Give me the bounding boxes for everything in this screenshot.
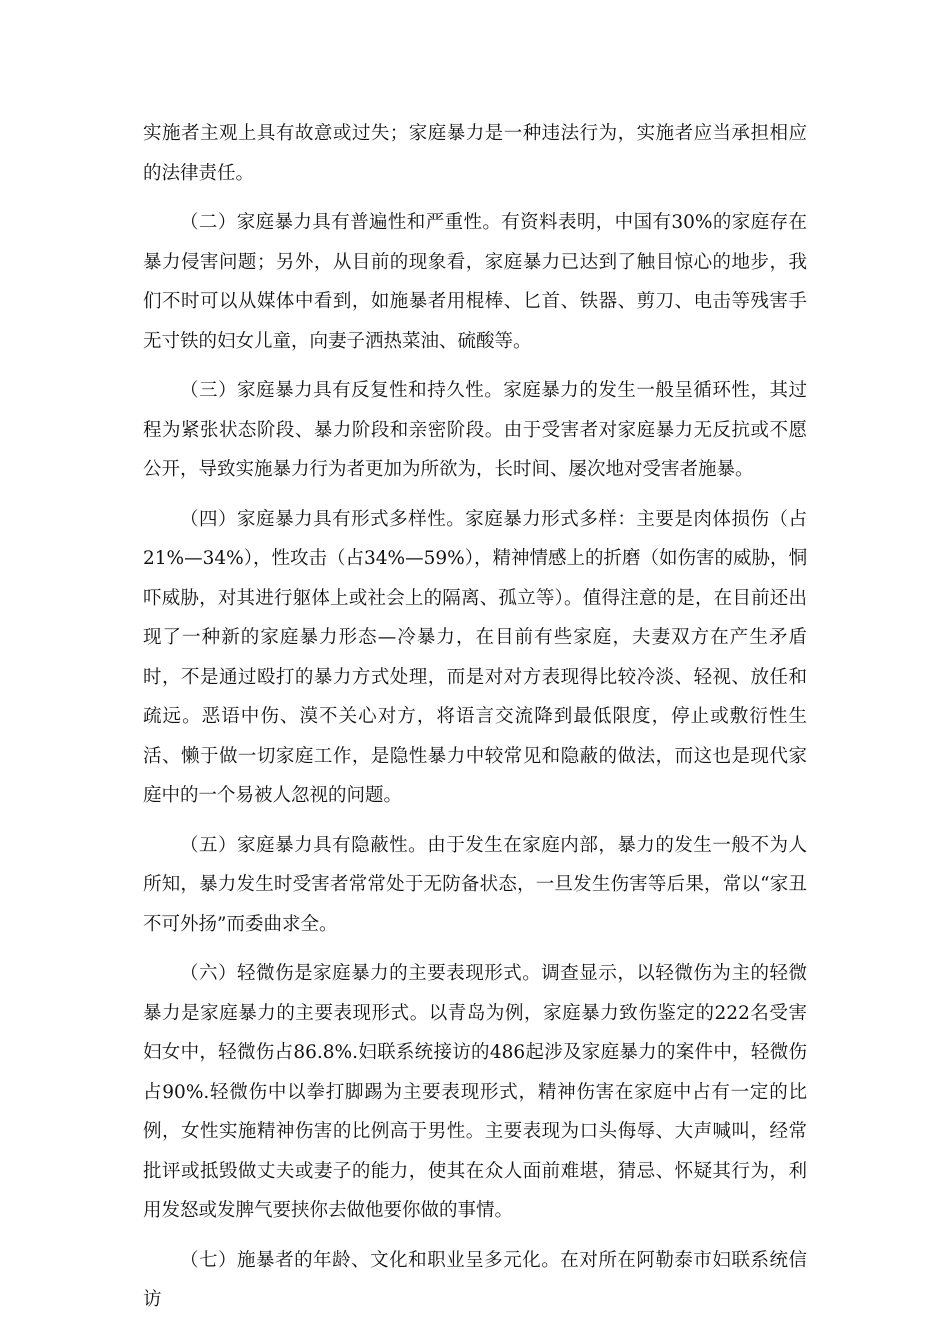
paragraph-7: （七）施暴者的年龄、文化和职业呈多元化。在对所在阿勒泰市妇联系统信访 xyxy=(143,1249,807,1310)
document-page xyxy=(143,114,807,1330)
paragraph-3: （三）家庭暴力具有反复性和持久性。家庭暴力的发生一般呈循环性，其过程为紧张状态阶段、暴力阶段和亲密阶段。由于受害者对家庭暴力无反抗或不愿公开，导致实施暴力行为者更加为所欲为，长时间、屡次地对受害者施暴。 xyxy=(143,380,807,480)
paragraph-2: （二）家庭暴力具有普遍性和严重性。有资料表明，中国有30%的家庭存在暴力侵害问题；另外，从目前的现象看，家庭暴力已达到了触目惊心的地步，我们不时可以从媒体中看到，如施暴者用棍棒、匕首、铁器、剪刀、电击等残害手无寸铁的妇女儿童，向妻子洒热菜油、硫酸等。 xyxy=(143,212,807,352)
paragraph-4: （四）家庭暴力具有形式多样性。家庭暴力形式多样：主要是肉体损伤（占21%—34%），性攻击（占34%—59%），精神情感上的折磨（如伤害的威胁，恫吓威胁，对其进行躯体上或社会上的隔离、孤立等）。值得注意的是，在目前还出现了一种新的家庭暴力形态—冷暴力，在目前有些家庭，夫妻双方在产生矛盾时，不是通过殴打的暴力方式处理，而是对对方表现得比较冷淡、轻视、放任和疏远。恶语中伤、漠不关心对方，将语言交流降到最低限度，停止或敷衍性生活、懒于做一切家庭工作，是隐性暴力中较常见和隐蔽的做法，而这也是现代家庭中的一个易被人忽视的问题。 xyxy=(143,508,807,806)
paragraph-5: （五）家庭暴力具有隐蔽性。由于发生在家庭内部，暴力的发生一般不为人所知，暴力发生时受害者常常处于无防备状态，一旦发生伤害等后果，常以“家丑不可外扬”而委曲求全。 xyxy=(143,834,807,935)
paragraph-6: （六）轻微伤是家庭暴力的主要表现形式。调查显示，以轻微伤为主的轻微暴力是家庭暴力的主要表现形式。以青岛为例，家庭暴力致伤鉴定的222名受害妇女中，轻微伤占86.8%.妇联系统接访的486起涉及家庭暴力的案件中，轻微伤占90%.轻微伤中以拳打脚踢为主要表现形式，精神伤害在家庭中占有一定的比例，女性实施精神伤害的比例高于男性。主要表现为口头侮辱、大声喊叫，经常批评或抵毁做丈夫或妻子的能力，使其在众人面前难堪，猜忌、怀疑其行为，利用发怒或发脾气要挟你去做他要你做的事情。 xyxy=(143,963,807,1221)
paragraph-1: 实施者主观上具有故意或过失；家庭暴力是一种违法行为，实施者应当承担相应的法律责任。 xyxy=(143,123,807,184)
